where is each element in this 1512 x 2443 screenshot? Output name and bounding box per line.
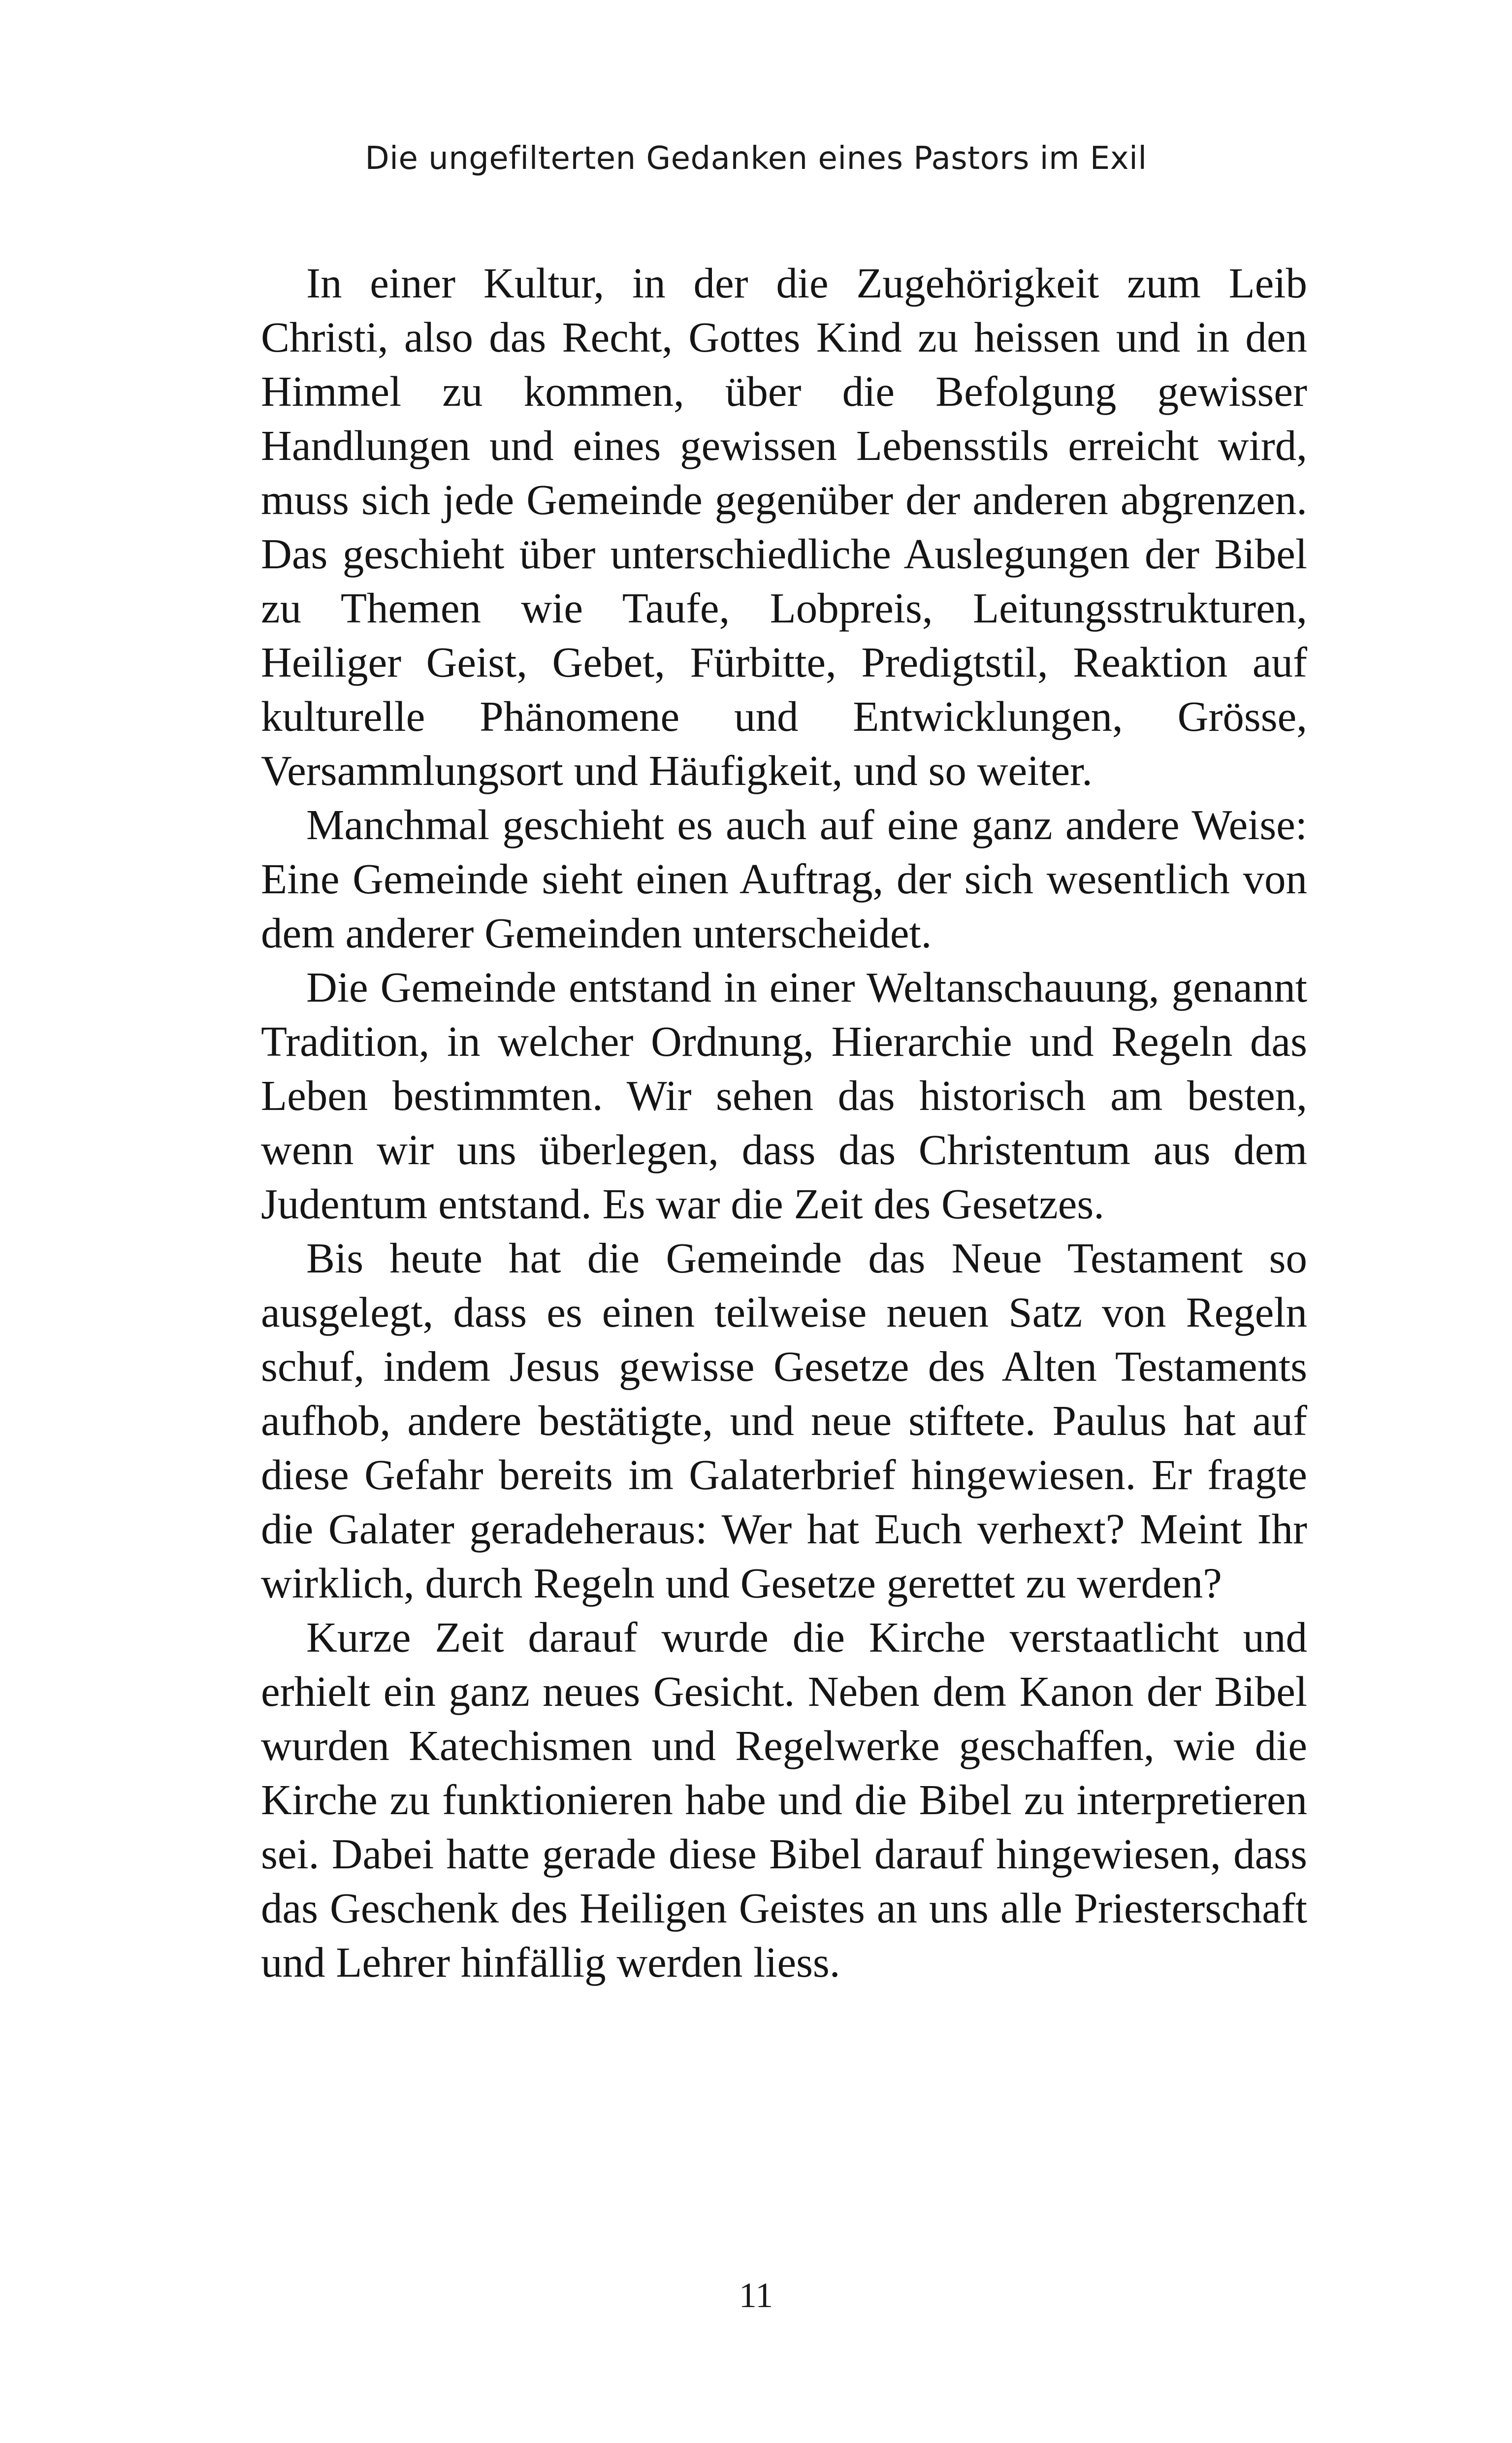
paragraph: In einer Kultur, in der die Zugehörigkeit zum Leib Christi, also das Recht, Gottes Kind zu heissen und in den Himmel zu kommen, über die Befolgung gewisser Handlungen und eines gewissen Lebensstils erreicht wird, muss sich jede Gemeinde gegenüber der anderen abgrenzen. Das geschieht über unterschiedliche Auslegungen der Bibel zu Themen wie Taufe, Lobpreis, Leitungsstrukturen, Heiliger Geist, Gebet, Fürbitte, Predigtstil, Reaktion auf kulturelle Phänomene und Entwicklungen, Grösse, Versammlungsort und Häufigkeit, und so weiter. (261, 259, 1307, 794)
paragraph: Bis heute hat die Gemeinde das Neue Testament so ausgelegt, dass es einen teilweise neuen Satz von Regeln schuf, indem Jesus gewisse Gesetze des Alten Testaments aufhob, andere bestätigte, und neue stiftete. Paulus hat auf diese Gefahr bereits im Galaterbrief hingewiesen. Er fragte die Galater geradeheraus: Wer hat Euch verhext? Meint Ihr wirklich, durch Regeln und Gesetze gerettet zu werden? (261, 1234, 1307, 1607)
paragraph: Die Gemeinde entstand in einer Weltanschauung, genannt Tradition, in welcher Ordnung, Hierarchie und Regeln das Leben bestimmten. Wir sehen das historisch am besten, wenn wir uns überlegen, dass das Christentum aus dem Judentum entstand. Es war die Zeit des Gesetzes. (261, 963, 1307, 1228)
paragraph: Kurze Zeit darauf wurde die Kirche verstaatlicht und erhielt ein ganz neues Gesicht. Neben dem Kanon der Bibel wurden Katechismen und Regelwerke geschaffen, wie die Kirche zu funktionieren habe und die Bibel zu interpretieren sei. Dabei hatte gerade diese Bibel darauf hingewiesen, dass das Geschenk des Heiligen Geistes an uns alle Priesterschaft und Lehrer hinfällig werden liess. (261, 1613, 1307, 1986)
running-header: Die ungefilterten Gedanken eines Pastors im Exil (365, 140, 1147, 177)
page-number: 11 (739, 2276, 773, 2315)
paragraph: Manchmal geschieht es auch auf eine ganz andere Weise: Eine Gemeinde sieht einen Auftrag, der sich wesentlich von dem anderer Gemeinden unterscheidet. (261, 801, 1307, 957)
body-text (261, 256, 1307, 1989)
